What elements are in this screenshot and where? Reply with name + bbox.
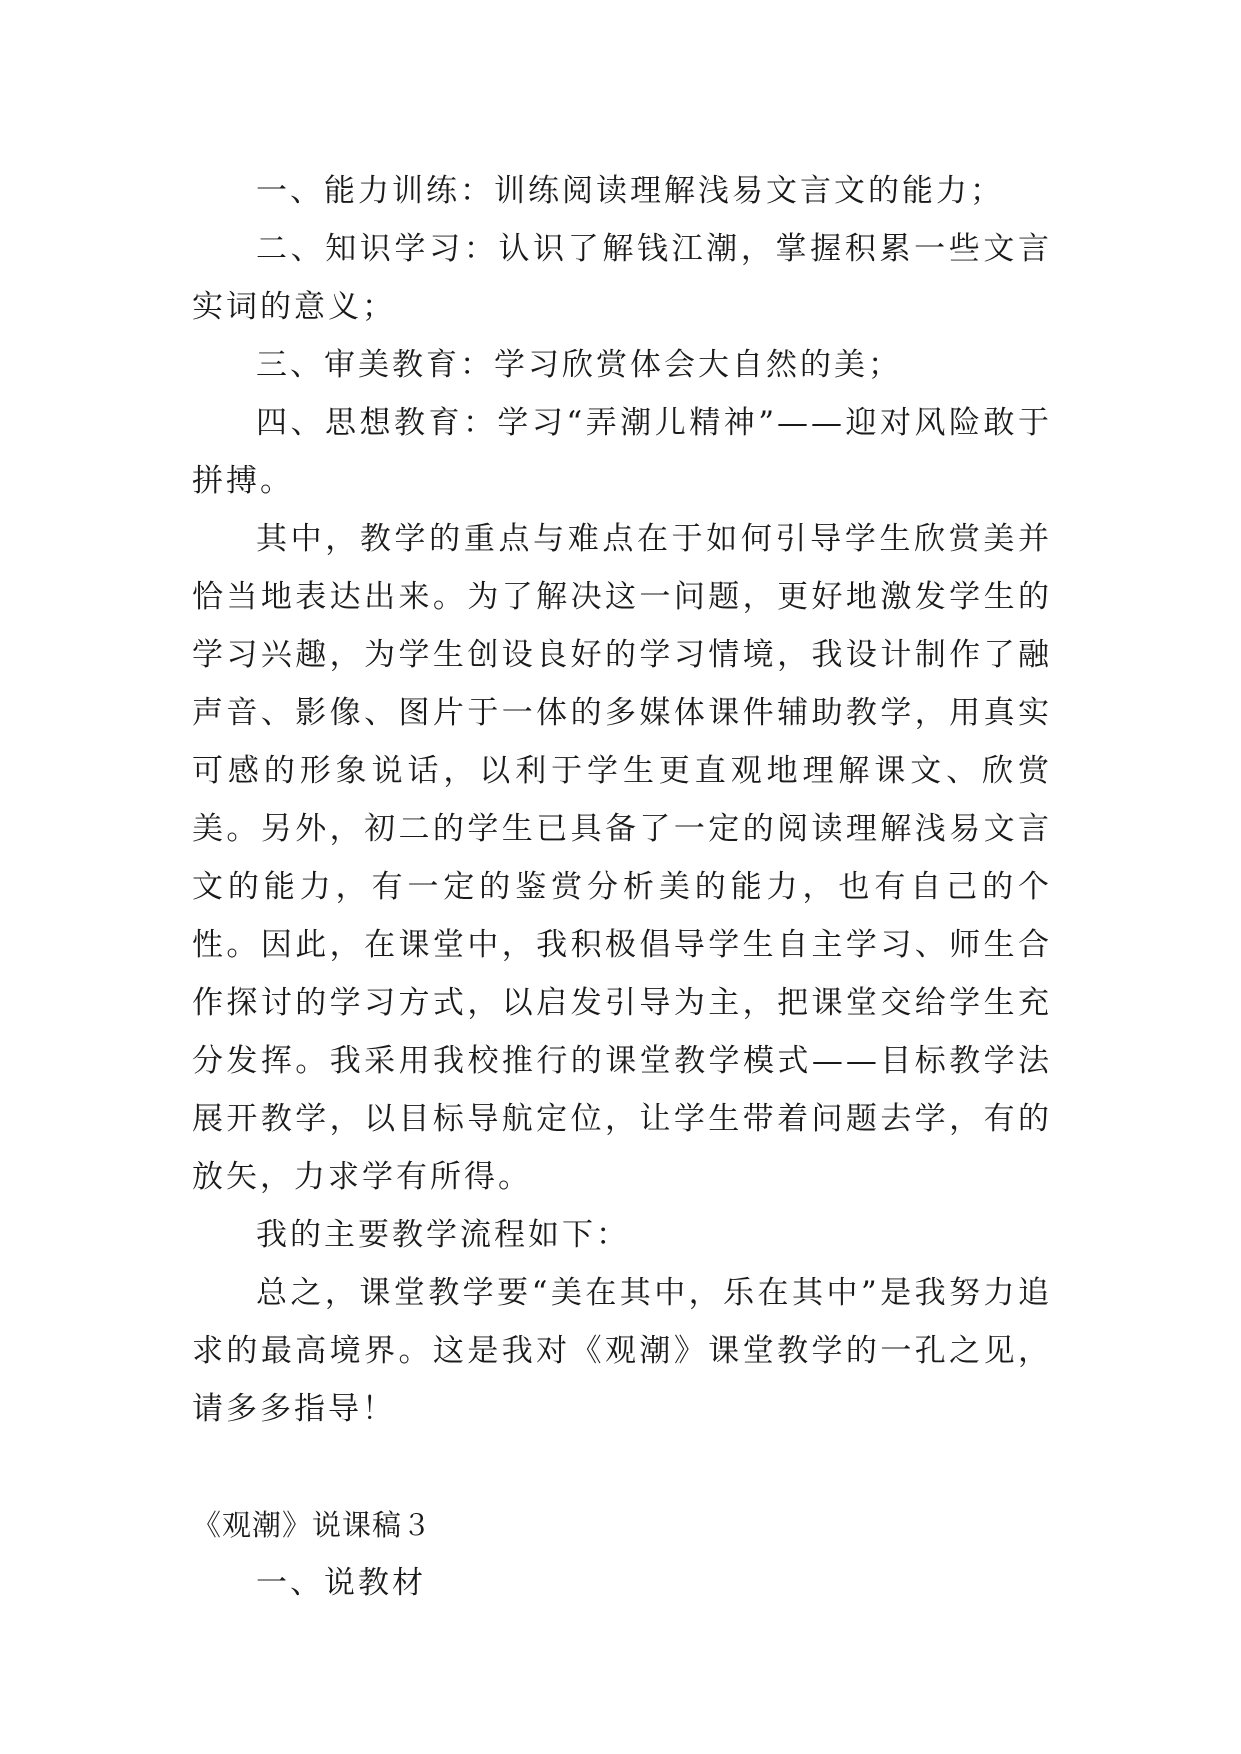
paragraph-conclusion: 总之，课堂教学要“美在其中，乐在其中”是我努力追求的最高境界。这是我对《观潮》课堂教学的一孔之见，请多多指导！ [192,1275,1052,1427]
paragraph-ability-training: 一、能力训练：训练阅读理解浅易文言文的能力； [256,173,1004,209]
document-body [192,162,1052,1612]
paragraph-knowledge-learning: 二、知识学习：认识了解钱江潮，掌握积累一些文言实词的意义； [192,231,1052,325]
paragraph-ideological-education: 四、思想教育：学习“弄潮儿精神”——迎对风险敢于拼搏。 [192,405,1052,499]
paragraph-teaching-flow: 我的主要教学流程如下： [256,1217,630,1253]
paragraph-teaching-focus: 其中，教学的重点与难点在于如何引导学生欣赏美并恰当地表达出来。为了解决这一问题，更好地激发学生的学习兴趣，为学生创设良好的学习情境，我设计制作了融声音、影像、图片于一体的多媒体课件辅助教学，用真实可感的形象说话，以利于学生更直观地理解课文、欣赏美。另外，初二的学生已具备了一定的阅读理解浅易文言文的能力，有一定的鉴赏分析美的能力，也有自己的个性。因此，在课堂中，我积极倡导学生自主学习、师生合作探讨的学习方式，以启发引导为主，把课堂交给学生充分发挥。我采用我校推行的课堂教学模式——目标教学法展开教学，以目标导航定位，让学生带着问题去学，有的放矢，力求学有所得。 [192,521,1052,1195]
paragraph-aesthetic-education: 三、审美教育：学习欣赏体会大自然的美； [256,347,902,383]
blank-line [192,1438,1052,1496]
paragraph-textbook: 一、说教材 [256,1565,426,1601]
section-heading: 《观潮》说课稿３ [192,1508,433,1542]
